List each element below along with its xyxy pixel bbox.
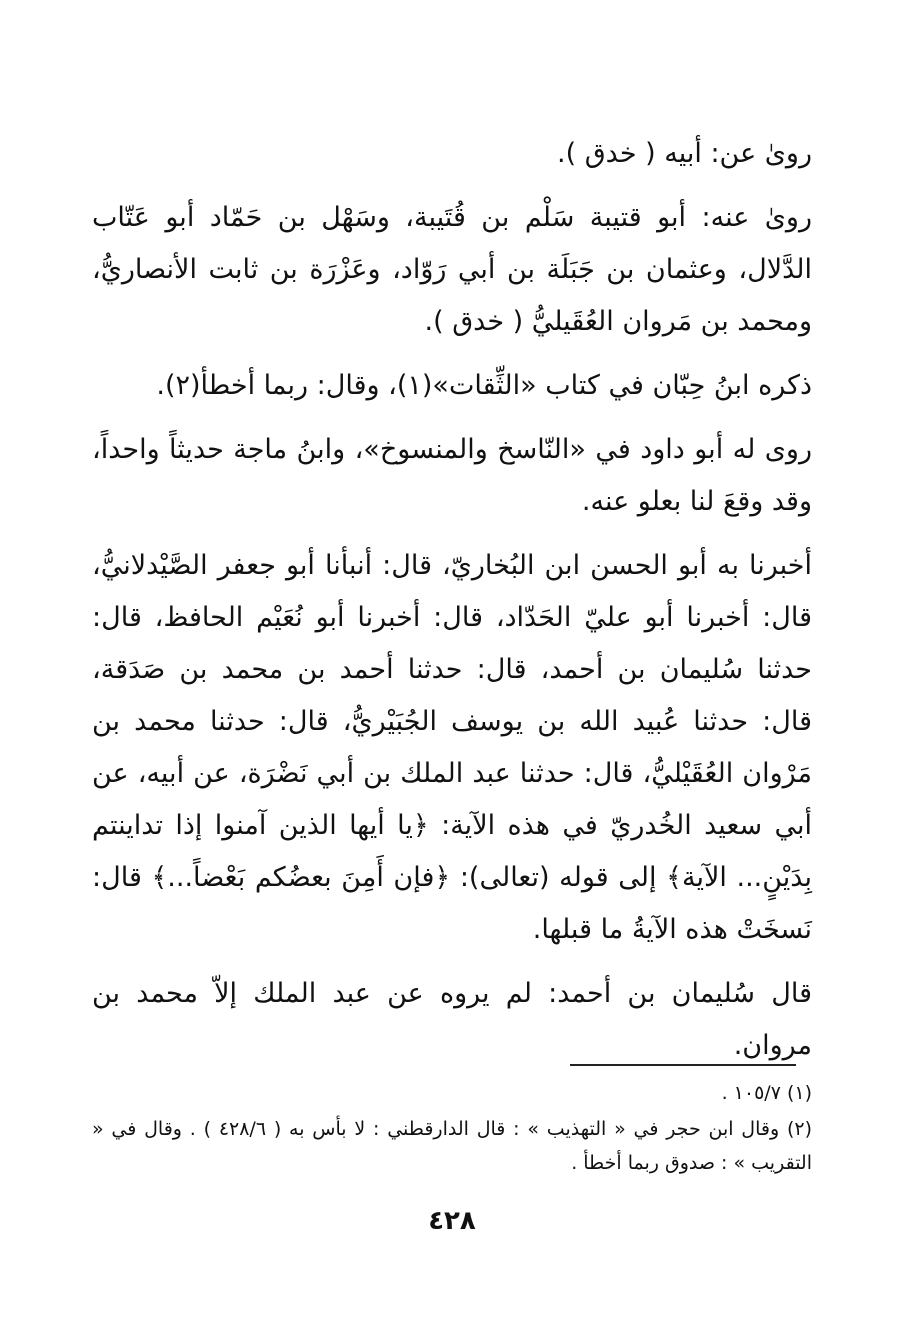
main-text [92, 128, 812, 1084]
paragraph-ibn-hibban: ذكره ابنُ حِبّان في كتاب «الثِّقات»(١)، وقال: ربما أخطأ(٢). [156, 370, 812, 401]
paragraph-isnad: أخبرنا به أبو الحسن ابن البُخاريّ، قال: أنبأنا أبو جعفر الصَّيْدلانيُّ، قال: أخبرنا أبو عليّ الحَدّاد، قال: أخبرنا أبو نُعَيْم الحافظ، قال: حدثنا سُليمان بن أحمد، قال: حدثنا أحمد بن محمد بن صَدَقة، قال: حدثنا عُبيد الله بن يوسف الجُبَيْريُّ، قال: حدثنا محمد بن مَرْوان العُقَيْليُّ، قال: حدثنا عبد الملك بن أبي نَضْرَة، عن أبيه، عن أبي سعيد الخُدريّ في هذه الآية: ﴿يا أيها الذين آمنوا إذا تداينتم بِدَيْنٍ... الآية﴾ إلى قوله (تعالى): ﴿فإن أَمِنَ بعضُكم بَعْضاً...﴾ قال: نَسخَتْ هذه الآيةُ ما قبلها. [92, 550, 812, 945]
paragraph-sulayman: قال سُليمان بن أحمد: لم يروه عن عبد الملك إلاّ محمد بن مروان. [92, 978, 812, 1061]
footnote-1: (١) ١٠٥/٧ . [721, 1082, 812, 1104]
footnotes [92, 1076, 812, 1182]
footnote-separator [570, 1064, 796, 1066]
paragraph-abu-dawud: روى له أبو داود في «النّاسخ والمنسوخ»، وابنُ ماجة حديثاً واحداً، وقد وقعَ لنا بعلو عنه. [92, 434, 812, 517]
paragraph-rawa-anhu: رویٰ عنه: أبو قتیبة سَلْم بن قُتَیبة، وسَهْل بن حَمّاد أبو عَتّاب الدَّلال، وعثمان بن جَبَلَة بن أبي رَوّاد، وعَزْرَة بن ثابت الأنصاريُّ، ومحمد بن مَروان العُقَیليُّ ( خدق ). [92, 202, 812, 337]
footnote-2: (٢) وقال ابن حجر في « التهذيب » : قال الدارقطني : لا بأس به ( ٤٢٨/٦ ) . وقال في « التقريب » : صدوق ربما أخطأ . [92, 1118, 812, 1174]
paragraph-rawa-an: رویٰ عن: أبیه ( خدق ). [557, 138, 812, 169]
page-number: ٤٢٨ [428, 1206, 476, 1236]
